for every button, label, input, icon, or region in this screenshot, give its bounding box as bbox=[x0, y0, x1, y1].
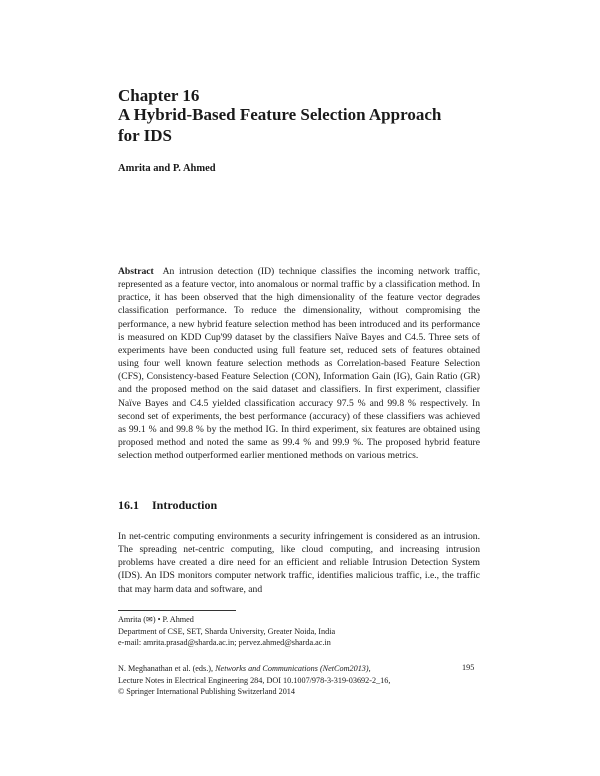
footer-line2: Lecture Notes in Electrical Engineering 284, DOI 10.1007/978-3-319-03692-2_16, bbox=[118, 675, 391, 685]
email-link-amrita[interactable]: amrita.prasad@sharda.ac.in bbox=[143, 638, 235, 647]
section-title: Introduction bbox=[152, 498, 218, 512]
footer-book-title: Networks and Communications (NetCom2013) bbox=[215, 664, 369, 673]
abstract-label: Abstract bbox=[118, 266, 154, 277]
footnote-affiliation: Department of CSE, SET, Sharda University, Greater Noida, India bbox=[118, 626, 336, 636]
abstract-paragraph bbox=[118, 265, 480, 462]
chapter-title-line1: A Hybrid-Based Feature Selection Approach bbox=[118, 105, 442, 124]
footnote-divider bbox=[118, 610, 236, 611]
page-number: 195 bbox=[462, 663, 475, 672]
abstract-text: An intrusion detection (ID) technique classifies the incoming network traffic, represented as a feature vector, into anomalous or normal traffic by a classification method. In practice, it has been observed that the high dimensionality of the feature vector degrades classification performance. To reduce the dimensionality, without compromising the performance, a new hybrid feature selection method has been introduced and its performance is measured on KDD Cup'99 dataset by the classifiers Naïve Bayes and C4.5. Three sets of experiments have been conducted using full feature set, reduced sets of features obtained using four well known feature selection methods as Correlation-based Feature Selection (CFS), Consistency-based Feature Selection (CON), Information Gain (IG), Gain Ratio (GR) and the proposed method on the said dataset and classifiers. In first experiment, classifier Naïve Bayes and C4.5 yielded classification accuracy 97.5 % and 99.8 % respectively. In second set of experiments, the best performance (accuracy) of these classifiers was achieved as 99.1 % and 99.8 % by the method IG. In third experiment, six features are obtained using proposed method and noted the same as 99.4 % and 99.9 %. The proposed hybrid feature selection method outperformed earlier mentioned methods on various metrics. bbox=[118, 266, 480, 462]
introduction-paragraph: In net-centric computing environments a security infringement is considered as an intrusion. The spreading net-centric computing, like cloud computing, and increasing intrusion problems have created a dire need for an efficient and reliable Intrusion Detection System (IDS). An IDS monitors computer network traffic, identifies malicious traffic, i.e., the traffic that may harm data and software, and bbox=[118, 531, 480, 595]
footer-line1 bbox=[118, 663, 480, 675]
footer-line3: © Springer International Publishing Switzerland 2014 bbox=[118, 687, 295, 696]
chapter-title bbox=[118, 104, 498, 146]
email-label: e-mail: bbox=[118, 638, 144, 647]
authors: Amrita and P. Ahmed bbox=[118, 163, 216, 174]
chapter-title-line2: for IDS bbox=[118, 126, 172, 145]
footer-editors: N. Meghanathan et al. (eds.), bbox=[118, 664, 216, 673]
footnote-emails bbox=[118, 637, 498, 649]
chapter-number: Chapter 16 bbox=[118, 86, 200, 105]
author-footnote bbox=[118, 614, 498, 649]
footnote-authors: Amrita (✉) • P. Ahmed bbox=[118, 615, 194, 624]
email-separator: ; bbox=[234, 638, 239, 647]
section-number: 16.1 bbox=[118, 498, 139, 512]
email-link-ahmed[interactable]: pervez.ahmed@sharda.ac.in bbox=[238, 638, 331, 647]
footer-comma: , bbox=[368, 664, 371, 673]
section-heading bbox=[118, 498, 217, 513]
citation-footer bbox=[118, 663, 480, 698]
